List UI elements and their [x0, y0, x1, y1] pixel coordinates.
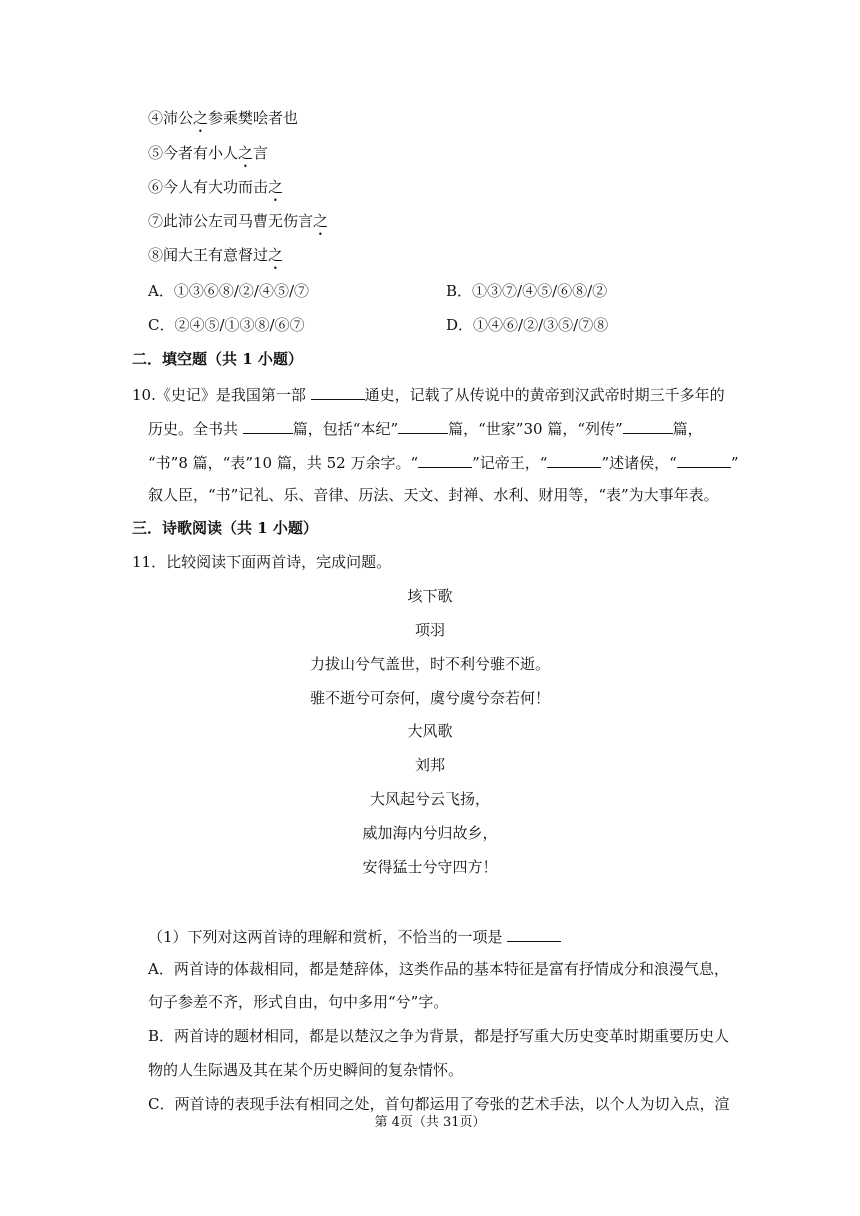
- q9-option-a: A．①③⑥⑧/②/④⑤/⑦: [148, 282, 309, 300]
- q10-line-2: 历史。全书共 篇，包括“本纪” 篇，“世家”30 篇，“列传” 篇，: [148, 417, 703, 439]
- poem1-title: 垓下歌: [407, 587, 453, 605]
- section-heading-poetry: 三．诗歌阅读（共 1 小题）: [132, 519, 318, 537]
- section-heading-fill: 二．填空题（共 1 小题）: [132, 350, 303, 368]
- q11-option-a-line2: 句子参差不齐，形式自由，句中多用“兮”字。: [148, 993, 449, 1011]
- q9-item-5: ⑤今者有小人之言: [148, 144, 269, 162]
- q11-sub1-blank: [507, 925, 561, 942]
- q10-line-4: 叙人臣，“书”记礼、乐、音律、历法、天文、封禅、水利、财用等，“表”为大事年表。: [148, 486, 719, 504]
- q9-item-7: ⑦此沛公左司马曹无伤言之: [148, 212, 329, 230]
- q10-line-3: “书”8 篇，“表”10 篇，共 52 万余字。“ ”记帝王，“ ”述诸侯，“ ”: [148, 451, 739, 473]
- q9-item-8: ⑧闻大王有意督过之: [148, 246, 284, 264]
- q10-blank-2: [243, 417, 293, 434]
- q9-item-4: ④沛公之参乘樊哙者也: [148, 109, 299, 127]
- poem2-line-2: 威加海内兮归故乡，: [362, 824, 498, 842]
- q11-option-c-line1: C．两首诗的表现手法有相同之处，首句都运用了夸张的艺术手法，以个人为切入点，渲: [148, 1095, 730, 1113]
- q10-blank-1: [311, 383, 365, 400]
- q10-blank-5: [418, 451, 472, 468]
- q11-sub1-stem: （1）下列对这两首诗的理解和赏析，不恰当的一项是: [148, 925, 561, 947]
- q10-blank-4: [623, 417, 673, 434]
- q11-option-a-line1: A．两首诗的体裁相同，都是楚辞体，这类作品的基本特征是富有抒情成分和浪漫气息，: [148, 960, 729, 978]
- q10-blank-6: [547, 451, 601, 468]
- q11-intro: 11．比较阅读下面两首诗，完成问题。: [132, 553, 392, 571]
- q10-blank-3: [398, 417, 448, 434]
- q11-option-b-line1: B．两首诗的题材相同，都是以楚汉之争为背景，都是抒写重大历史变革时期重要历史人: [148, 1027, 730, 1045]
- poem1-author: 项羽: [414, 621, 445, 639]
- q10-blank-7: [677, 451, 731, 468]
- q9-item-6: ⑥今人有大功而击之: [148, 178, 284, 196]
- q10-line-1: 10.《史记》是我国第一部 通史，记载了从传说中的黄帝到汉武帝时期三千多年的: [132, 383, 725, 405]
- q9-option-d: D．①④⑥/②/③⑤/⑦⑧: [446, 316, 609, 334]
- poem2-author: 刘邦: [414, 756, 445, 774]
- page-footer: 第 4页（共 31页）: [374, 1115, 486, 1130]
- q9-option-c: C．②④⑤/①③⑧/⑥⑦: [148, 316, 305, 334]
- poem2-line-1: 大风起兮云飞扬，: [369, 790, 490, 808]
- q11-option-b-line2: 物的人生际遇及其在某个历史瞬间的复杂情怀。: [148, 1061, 464, 1079]
- poem1-line-1: 力拔山兮气盖世，时不利兮骓不逝。: [309, 655, 550, 673]
- poem2-line-3: 安得猛士兮守四方！: [362, 858, 498, 876]
- q9-option-b: B．①③⑦/④⑤/⑥⑧/②: [446, 282, 608, 300]
- poem2-title: 大风歌: [407, 722, 453, 740]
- poem1-line-2: 骓不逝兮可奈何，虞兮虞兮奈若何！: [309, 689, 550, 707]
